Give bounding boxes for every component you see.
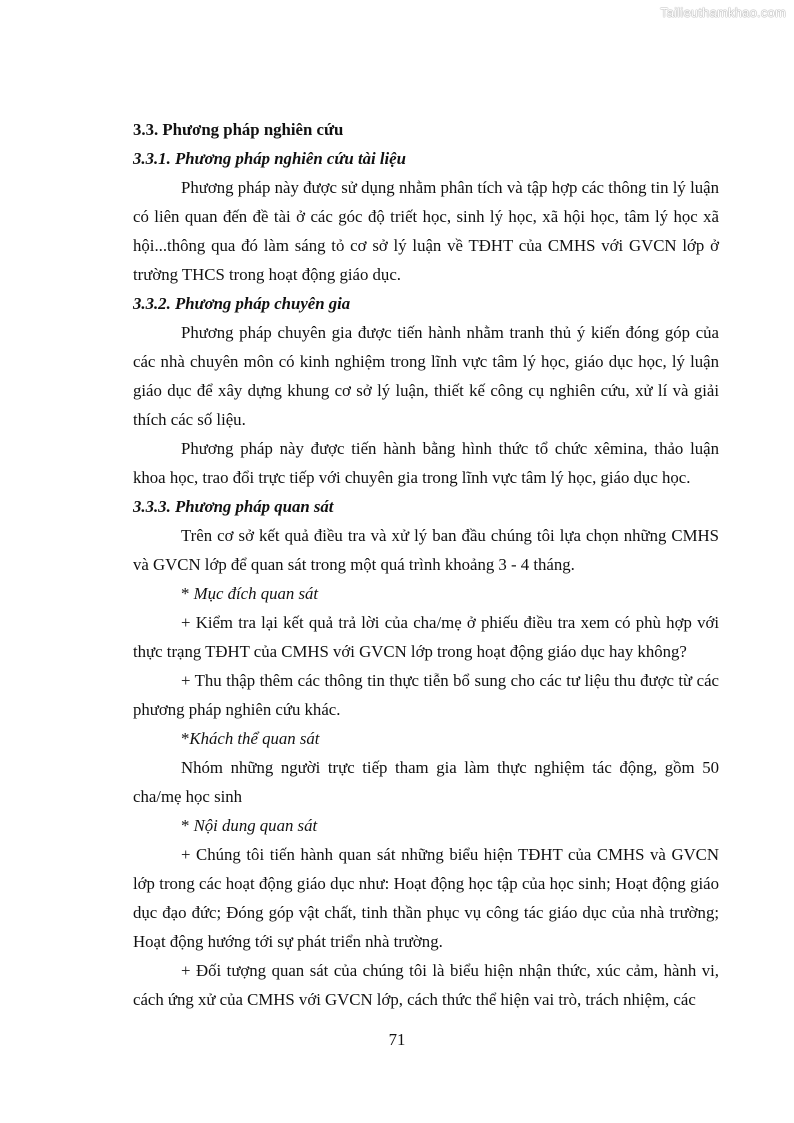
list-label xyxy=(133,811,719,840)
paragraph: Phương pháp này được sử dụng nhằm phân tích và tập hợp các thông tin lý luận có liên quan đến đề tài ở các góc độ triết học, sinh lý học, xã hội học, tâm lý học xã hội...thông qua đó làm sáng tỏ cơ sở lý luận về TĐHT của CMHS với GVCN lớp ở trường THCS trong hoạt động giáo dục. xyxy=(133,178,719,284)
list-prefix: * xyxy=(181,584,194,603)
page-number: 71 xyxy=(388,1030,406,1049)
list-label xyxy=(133,579,719,608)
subsection-title-3: 3.3.3. Phương pháp quan sát xyxy=(133,497,334,516)
paragraph: Phương pháp này được tiến hành bằng hình thức tổ chức xêmina, thảo luận khoa học, trao đổi trực tiếp với chuyên gia trong lĩnh vực tâm lý học, giáo dục học. xyxy=(133,439,719,487)
subsection-title-1: 3.3.1. Phương pháp nghiên cứu tài liệu xyxy=(133,149,406,168)
subsection-title-2: 3.3.2. Phương pháp chuyên gia xyxy=(133,294,351,313)
paragraph: + Đối tượng quan sát của chúng tôi là biểu hiện nhận thức, xúc cảm, hành vi, cách ứng xử của CMHS với GVCN lớp, cách thức thể hiện vai trò, trách nhiệm, các xyxy=(133,961,719,1009)
paragraph: Nhóm những người trực tiếp tham gia làm thực nghiệm tác động, gồm 50 cha/mẹ học sinh xyxy=(133,758,719,806)
paragraph: + Kiểm tra lại kết quả trả lời của cha/mẹ ở phiếu điều tra xem có phù hợp với thực trạng TĐHT của CMHS với GVCN lớp trong hoạt động giáo dục hay không? xyxy=(133,613,719,661)
document-body xyxy=(133,115,719,1014)
paragraph: Trên cơ sở kết quả điều tra và xử lý ban đầu chúng tôi lựa chọn những CMHS và GVCN lớp để quan sát trong một quá trình khoảng 3 - 4 tháng. xyxy=(133,526,719,574)
paragraph: Phương pháp chuyên gia được tiến hành nhằm tranh thủ ý kiến đóng góp của các nhà chuyên môn có kinh nghiệm trong lĩnh vực tâm lý học, giáo dục học, lý luận giáo dục để xây dựng khung cơ sở lý luận, thiết kế công cụ nghiên cứu, xử lí và giải thích các số liệu. xyxy=(133,323,719,429)
section-title: 3.3. Phương pháp nghiên cứu xyxy=(133,120,344,139)
list-label xyxy=(133,724,719,753)
list-label-text: Khách thể quan sát xyxy=(189,729,320,748)
watermark: Tailieuthamkhao.com xyxy=(660,5,786,20)
list-label-text: Nội dung quan sát xyxy=(193,816,318,835)
list-label-text: Mục đích quan sát xyxy=(193,584,319,603)
list-prefix: * xyxy=(181,729,190,748)
paragraph: + Chúng tôi tiến hành quan sát những biểu hiện TĐHT của CMHS và GVCN lớp trong các hoạt động giáo dục như: Hoạt động học tập của học sinh; Hoạt động giáo dục đạo đức; Đóng góp vật chất, tinh thần phục vụ công tác giáo dục của nhà trường; Hoạt động hướng tới sự phát triển nhà trường. xyxy=(133,845,719,951)
paragraph: + Thu thập thêm các thông tin thực tiễn bổ sung cho các tư liệu thu được từ các phương pháp nghiên cứu khác. xyxy=(133,671,719,719)
list-prefix: * xyxy=(181,816,194,835)
